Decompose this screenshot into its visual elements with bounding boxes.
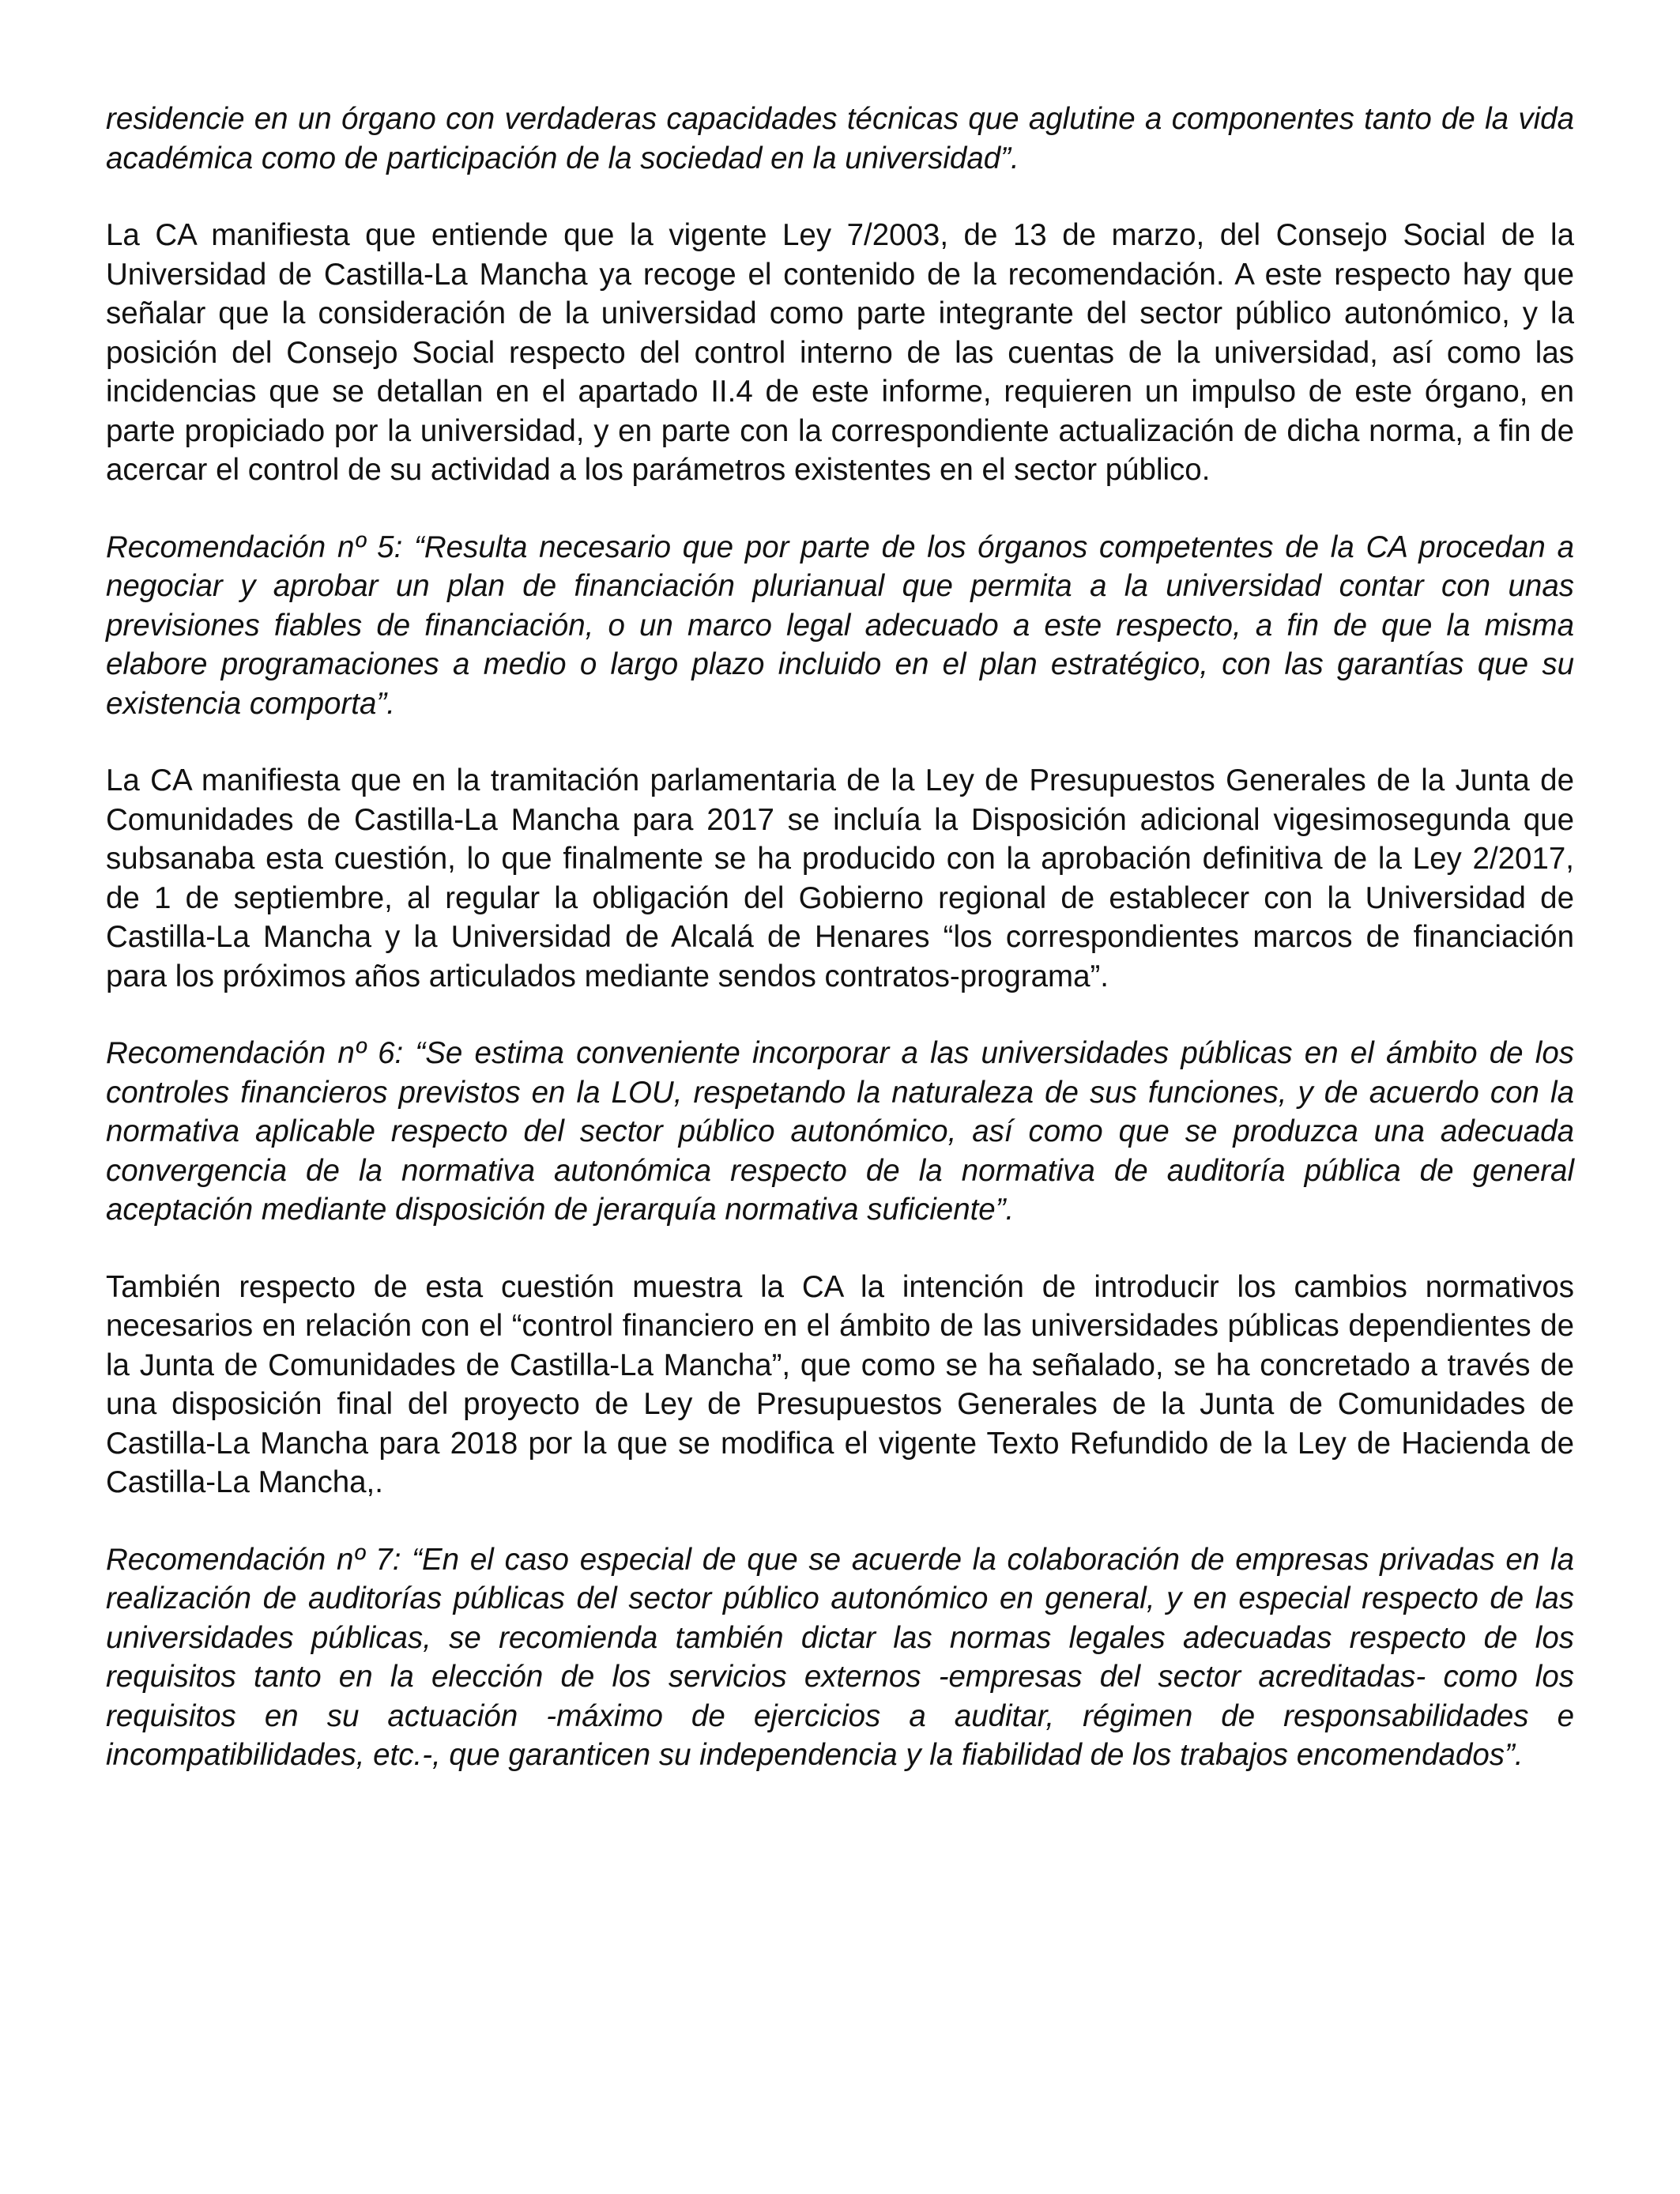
recommendation-7-paragraph: Recomendación nº 7: “En el caso especial de que se acuerde la colaboración de empresas privadas en la realización de auditorías públicas del sector público autonómico en general, y en especial respecto de las universidades públicas, se recomienda también dictar las normas legales adecuadas respecto de los requisitos tanto en la elección de los servicios externos -empresas del sector acreditadas- como los requisitos en su actuación -máximo de ejercicios a auditar, régimen de responsabilidades e incompatibilidades, etc.-, que garanticen su independencia y la fiabilidad de los trabajos encomendados”. [106,1542,1574,1772]
quote-continuation-paragraph: residencie en un órgano con verdaderas capacidades técnicas que aglutine a componentes tanto de la vida académica como de participación de la sociedad en la universidad”. [106,102,1574,175]
document-page [106,100,1574,1813]
response-paragraph-consejo-social: La CA manifiesta que entiende que la vigente Ley 7/2003, de 13 de marzo, del Consejo Social de la Universidad de Castilla-La Mancha ya recoge el contenido de la recomendación. A este respecto hay que señalar que la consideración de la universidad como parte integrante del sector público autonómico, y la posición del Consejo Social respecto del control interno de las cuentas de la universidad, así como las incidencias que se detallan en el apartado II.4 de este informe, requieren un impulso de este órgano, en parte propiciado por la universidad, y en parte con la correspondiente actualización de dicha norma, a fin de acercar el control de su actividad a los parámetros existentes en el sector público. [106,218,1574,487]
recommendation-5-paragraph: Recomendación nº 5: “Resulta necesario que por parte de los órganos competentes de la CA procedan a negociar y aprobar un plan de financiación plurianual que permita a la universidad contar con unas previsiones fiables de financiación, o un marco legal adecuado a este respecto, a fin de que la misma elabore programaciones a medio o largo plazo incluido en el plan estratégico, con las garantías que su existencia comporta”. [106,530,1574,721]
response-paragraph-financiacion: La CA manifiesta que en la tramitación parlamentaria de la Ley de Presupuestos Generales de la Junta de Comunidades de Castilla-La Mancha para 2017 se incluía la Disposición adicional vigesimosegunda que subsanaba esta cuestión, lo que finalmente se ha producido con la aprobación definitiva de la Ley 2/2017, de 1 de septiembre, al regular la obligación del Gobierno regional de establecer con la Universidad de Castilla-La Mancha y la Universidad de Alcalá de Henares “los correspondientes marcos de financiación para los próximos años articulados mediante sendos contratos-programa”. [106,763,1574,993]
recommendation-6-paragraph: Recomendación nº 6: “Se estima conveniente incorporar a las universidades públicas en el ámbito de los controles financieros previstos en la LOU, respetando la naturaleza de sus funciones, y de acuerdo con la normativa aplicable respecto del sector público autonómico, así como que se produzca una adecuada convergencia de la normativa autonómica respecto de la normativa de auditoría pública de general aceptación mediante disposición de jerarquía normativa suficiente”. [106,1036,1574,1227]
response-paragraph-control-financiero: También respecto de esta cuestión muestra la CA la intención de introducir los cambios normativos necesarios en relación con el “control financiero en el ámbito de las universidades públicas dependientes de la Junta de Comunidades de Castilla-La Mancha”, que como se ha señalado, se ha concretado a través de una disposición final del proyecto de Ley de Presupuestos Generales de la Junta de Comunidades de Castilla-La Mancha para 2018 por la que se modifica el vigente Texto Refundido de la Ley de Hacienda de Castilla-La Mancha,. [106,1269,1574,1499]
